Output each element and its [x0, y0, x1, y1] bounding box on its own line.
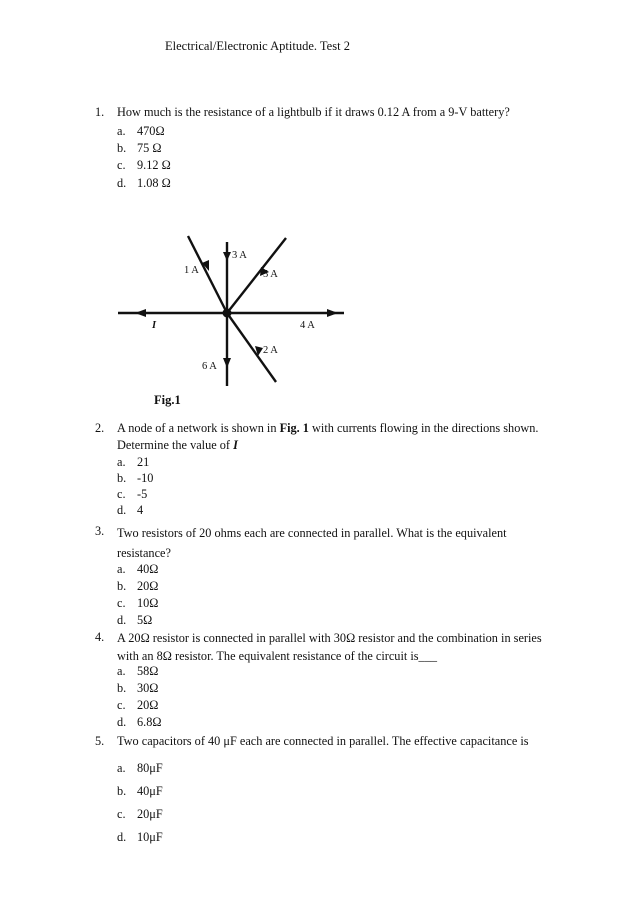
node-dot [223, 309, 232, 318]
question-text: Two capacitors of 40 μF each are connected in parallel. The effective capacitance is [117, 734, 529, 748]
label-4a: 4 A [300, 320, 315, 331]
question-number: 5. [95, 734, 105, 748]
arrow-i [135, 309, 146, 317]
label-5a: 5 A [263, 269, 278, 280]
figure-reference[interactable]: Fig. 1 [279, 421, 309, 435]
question-text: How much is the resistance of a lightbulb if it draws 0.12 A from a 9-V battery? [117, 105, 510, 119]
label-3a: 3 A [232, 250, 247, 261]
question-text: A node of a network is shown in Fig. 1 with currents flowing in the directions shown. Determine the value of I [117, 421, 539, 452]
question-number: 2. [95, 421, 105, 435]
figure-caption: Fig.1 [154, 393, 181, 407]
arrow-3a [223, 252, 231, 261]
label-1a: 1 A [184, 265, 199, 276]
arrow-4a [327, 309, 338, 317]
question-number: 3. [95, 524, 105, 538]
question-text: A 20Ω resistor is connected in parallel with 30Ω resistor and the combination in series with an 8Ω resistor. The equivalent resistance of the circuit is___ [117, 631, 542, 663]
question-number: 1. [95, 105, 105, 119]
arrow-6a [223, 358, 231, 368]
question-text: Two resistors of 20 ohms each are connected in parallel. What is the equivalent resistance? [117, 526, 507, 560]
node-current-diagram [110, 230, 350, 390]
label-6a: 6 A [202, 361, 217, 372]
question-number: 4. [95, 630, 105, 644]
page-header: Electrical/Electronic Aptitude. Test 2 [165, 39, 350, 53]
label-2a: 2 A [263, 345, 278, 356]
label-i: I [152, 320, 157, 331]
